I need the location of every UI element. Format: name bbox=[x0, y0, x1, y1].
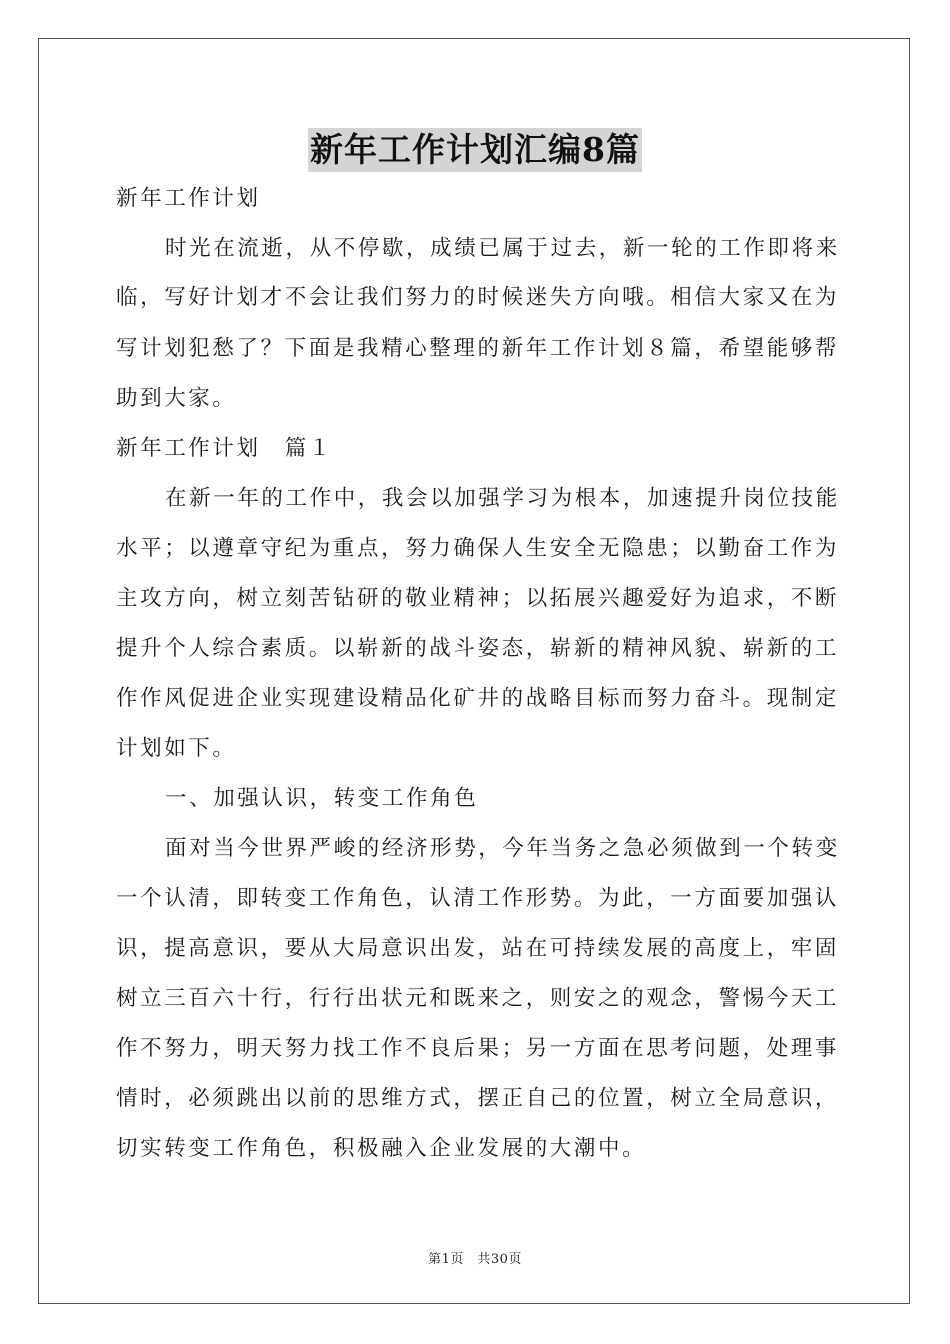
paragraph-line: 树立三百六十行，行行出状元和既来之，则安之的观念，警惕今天工 bbox=[116, 986, 840, 1011]
section-heading: 新年工作计划 bbox=[116, 186, 261, 211]
paragraph-line: 时光在流逝，从不停歇，成绩已属于过去，新一轮的工作即将来 bbox=[165, 236, 840, 261]
paragraph-line: 情时，必须跳出以前的思维方式，摆正自己的位置，树立全局意识， bbox=[116, 1086, 840, 1111]
paragraph-line: 识，提高意识，要从大局意识出发，站在可持续发展的高度上，牢固 bbox=[116, 936, 840, 961]
paragraph-line: 写计划犯愁了？下面是我精心整理的新年工作计划８篇，希望能够帮 bbox=[116, 336, 840, 361]
paragraph-line: 临，写好计划才不会让我们努力的时候迷失方向哦。相信大家又在为 bbox=[116, 285, 840, 310]
paragraph-line: 主攻方向，树立刻苦钻研的敬业精神；以拓展兴趣爱好为追求，不断 bbox=[116, 586, 840, 611]
paragraph-line: 在新一年的工作中，我会以加强学习为根本，加速提升岗位技能 bbox=[165, 486, 840, 511]
paragraph-line: 作作风促进企业实现建设精品化矿井的战略目标而努力奋斗。现制定 bbox=[116, 686, 840, 711]
paragraph-line: 水平；以遵章守纪为重点，努力确保人生安全无隐患；以勤奋工作为 bbox=[116, 536, 840, 561]
section-heading: 新年工作计划 篇１ bbox=[116, 436, 333, 461]
paragraph-line: 计划如下。 bbox=[116, 736, 237, 761]
page-footer: 第1页 共30页 bbox=[428, 1252, 522, 1267]
paragraph-line: 切实转变工作角色，积极融入企业发展的大潮中。 bbox=[116, 1136, 647, 1161]
document-title: 新年工作计划汇编8篇 bbox=[308, 128, 642, 172]
paragraph-line: 助到大家。 bbox=[116, 386, 237, 411]
subsection-heading: 一、加强认识，转变工作角色 bbox=[165, 786, 479, 811]
page-border bbox=[38, 38, 910, 1304]
paragraph-line: 作不努力，明天努力找工作不良后果；另一方面在思考问题，处理事 bbox=[116, 1036, 840, 1061]
paragraph-line: 一个认清，即转变工作角色，认清工作形势。为此，一方面要加强认 bbox=[116, 886, 840, 911]
paragraph-line: 面对当今世界严峻的经济形势，今年当务之急必须做到一个转变 bbox=[165, 836, 840, 861]
paragraph-line: 提升个人综合素质。以崭新的战斗姿态，崭新的精神风貌、崭新的工 bbox=[116, 636, 840, 661]
